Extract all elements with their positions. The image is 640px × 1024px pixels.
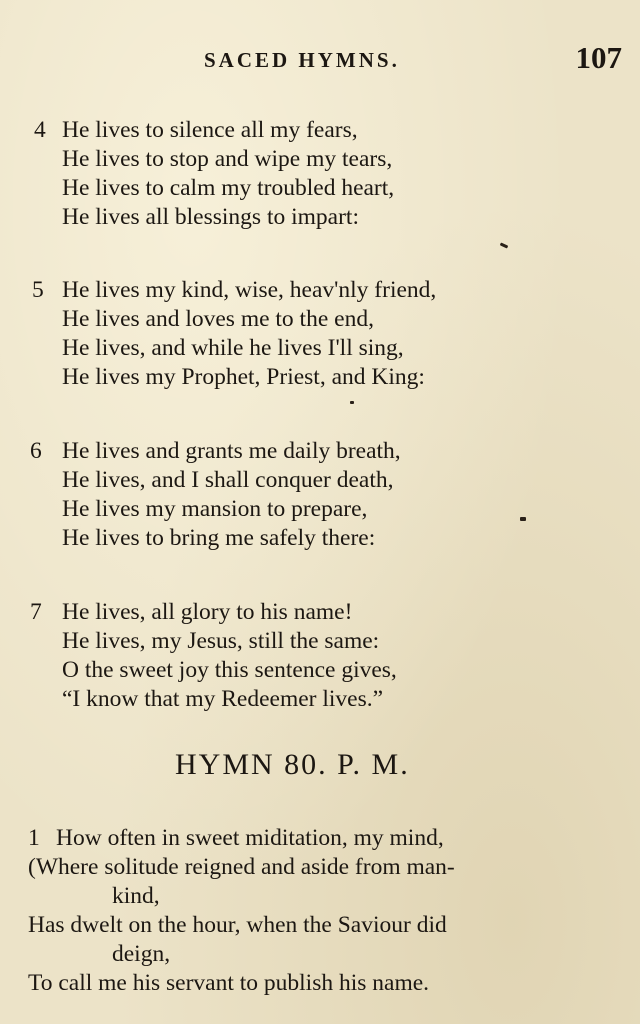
stanza-line-text: He lives my kind, wise, heav'nly friend, xyxy=(62,277,437,303)
stanza-line xyxy=(28,334,628,363)
stanza-line xyxy=(28,145,628,174)
stanza-line-text: He lives, all glory to his name! xyxy=(62,599,353,625)
stanza-line xyxy=(28,685,628,714)
hymn-line-text: To call me his servant to publish his name. xyxy=(28,970,430,996)
stanza-line-text: He lives all blessings to impart: xyxy=(62,204,359,230)
stanza-line-text: He lives to silence all my fears, xyxy=(62,117,358,143)
stanza-line-text: He lives and loves me to the end, xyxy=(62,306,374,332)
ink-speck xyxy=(520,517,526,521)
stanza-number: 7 xyxy=(30,599,42,625)
verse-number: 1 xyxy=(28,825,40,851)
stanza-line xyxy=(28,305,628,334)
stanza-line-text: He lives, and I shall conquer death, xyxy=(62,467,394,493)
hymn-title: HYMN 80. P. M. xyxy=(175,748,410,781)
hymn-line-text: How often in sweet miditation, my mind, xyxy=(56,825,444,851)
hymn-line-text: (Where solitude reigned and aside from man- xyxy=(28,854,455,880)
stanza-number: 6 xyxy=(30,438,42,464)
hymn-line xyxy=(28,969,628,998)
stanza-line xyxy=(28,598,628,627)
ink-speck xyxy=(350,401,354,404)
stanza-line-text: “I know that my Redeemer lives.” xyxy=(62,686,384,712)
hymn-80-verse-1 xyxy=(28,824,628,998)
ink-speck xyxy=(500,242,509,248)
stanza-line xyxy=(28,116,628,145)
hymn-line xyxy=(28,853,628,882)
stanza-number: 5 xyxy=(32,277,44,303)
running-head: SACED HYMNS. xyxy=(204,48,400,72)
hymn-line xyxy=(28,882,628,911)
stanza-line-text: He lives, my Jesus, still the same: xyxy=(62,628,380,654)
stanza-5 xyxy=(28,276,628,392)
stanza-line-text: He lives to calm my troubled heart, xyxy=(62,175,395,201)
stanza-line xyxy=(28,437,628,466)
stanza-line-text: He lives to stop and wipe my tears, xyxy=(62,146,393,172)
hymn-line xyxy=(28,911,628,940)
stanza-line-text: He lives, and while he lives I'll sing, xyxy=(62,335,404,361)
stanza-line xyxy=(28,203,628,232)
stanza-line xyxy=(28,495,628,524)
stanza-6 xyxy=(28,437,628,553)
stanza-line-text: He lives my Prophet, Priest, and King: xyxy=(62,364,425,390)
stanza-line xyxy=(28,276,628,305)
stanza-line xyxy=(28,524,628,553)
stanza-line-text: He lives and grants me daily breath, xyxy=(62,438,401,464)
hymn-line-text: deign, xyxy=(112,941,171,967)
stanza-line-text: O the sweet joy this sentence gives, xyxy=(62,657,397,683)
stanza-7 xyxy=(28,598,628,714)
stanza-number: 4 xyxy=(34,117,46,143)
hymn-line xyxy=(28,824,628,853)
hymn-line xyxy=(28,940,628,969)
stanza-line xyxy=(28,174,628,203)
stanza-line-text: He lives to bring me safely there: xyxy=(62,525,376,551)
stanza-4 xyxy=(28,116,628,232)
stanza-line-text: He lives my mansion to prepare, xyxy=(62,496,368,522)
stanza-line xyxy=(28,627,628,656)
stanza-line xyxy=(28,363,628,392)
stanza-line xyxy=(28,656,628,685)
stanza-line xyxy=(28,466,628,495)
hymn-line-text: Has dwelt on the hour, when the Saviour did xyxy=(28,912,447,938)
hymn-line-text: kind, xyxy=(112,883,160,909)
page-number: 107 xyxy=(575,40,622,75)
